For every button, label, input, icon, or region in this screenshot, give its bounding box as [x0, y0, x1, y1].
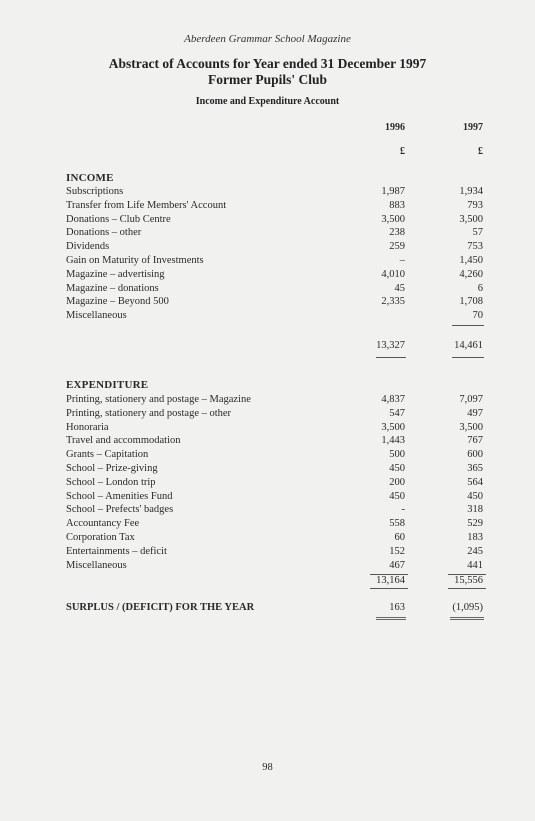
- value-1996: 259: [389, 241, 405, 253]
- row-label: Miscellaneous: [66, 310, 127, 322]
- row-label: Magazine – advertising: [66, 268, 165, 280]
- income-total-rule-1996: [376, 357, 406, 358]
- table-row: [0, 185, 535, 199]
- value-1996: 60: [394, 531, 405, 543]
- value-1996: 2,335: [381, 296, 405, 308]
- table-row: [0, 240, 535, 254]
- row-label: School – Amenities Fund: [66, 490, 173, 502]
- expenditure-total-rule-1996: [370, 588, 408, 589]
- value-1996: 238: [389, 227, 405, 239]
- value-1997: 450: [467, 490, 483, 502]
- value-1997: 1,934: [459, 186, 483, 197]
- income-total-1996: 13,327: [376, 340, 405, 351]
- value-1996: 450: [389, 490, 405, 502]
- value-1996: 467: [389, 559, 405, 571]
- value-1997: 365: [467, 462, 483, 474]
- row-label: Dividends: [66, 241, 110, 253]
- expenditure-total-1997: 15,556: [454, 575, 483, 586]
- page-title: [0, 56, 535, 88]
- row-label: Entertainments – deficit: [66, 545, 167, 557]
- row-label: Donations – other: [66, 227, 142, 239]
- row-label: Magazine – donations: [66, 282, 159, 294]
- income-heading: INCOME: [66, 172, 114, 184]
- income-rows: [0, 185, 535, 323]
- surplus-label: SURPLUS / (DEFICIT) FOR THE YEAR: [66, 602, 255, 613]
- row-label: Miscellaneous: [66, 559, 127, 571]
- value-1996: 558: [389, 518, 405, 530]
- value-1996: 547: [389, 407, 405, 419]
- row-label: Printing, stationery and postage – other: [66, 407, 232, 419]
- title-line-2: Former Pupils' Club: [207, 72, 327, 87]
- value-1996: 1,443: [381, 435, 405, 447]
- page-number: 98: [262, 762, 273, 773]
- row-label: Travel and accommodation: [66, 435, 181, 447]
- currency-1996: £: [400, 146, 405, 157]
- row-label: Printing, stationery and postage – Magazine: [66, 394, 251, 405]
- value-1997: 7,097: [459, 394, 483, 405]
- value-1997: 753: [467, 241, 483, 253]
- value-1997: 4,260: [459, 268, 483, 280]
- value-1997: 6: [477, 282, 483, 294]
- table-row: [0, 559, 535, 573]
- table-row: [0, 531, 535, 545]
- value-1997: 497: [467, 407, 483, 419]
- table-row: [0, 421, 535, 435]
- table-row: [0, 407, 535, 421]
- row-label: Subscriptions: [66, 186, 124, 197]
- row-label: School – London trip: [66, 476, 156, 488]
- value-1997: 245: [467, 545, 483, 557]
- value-1997: 767: [467, 435, 483, 447]
- value-1996: 500: [389, 449, 405, 461]
- value-1996: 883: [389, 199, 405, 211]
- value-1996: 152: [389, 545, 405, 557]
- row-label: Accountancy Fee: [66, 518, 140, 530]
- value-1997: 183: [467, 531, 483, 543]
- value-1997: 70: [472, 310, 483, 322]
- surplus-1997: (1,095): [452, 602, 483, 613]
- value-1996: 4,010: [381, 268, 405, 280]
- income-subtotal-rule: [452, 325, 484, 326]
- value-1997: 564: [467, 476, 483, 488]
- value-1997: 1,708: [459, 296, 483, 308]
- surplus-1996: 163: [389, 602, 405, 613]
- value-1996: 450: [389, 462, 405, 474]
- value-1996: 3,500: [381, 421, 405, 433]
- row-label: Honoraria: [66, 421, 109, 433]
- column-header-1997: 1997: [463, 122, 483, 133]
- value-1996: 4,837: [381, 394, 405, 405]
- surplus-double-rule-1996: [376, 617, 406, 620]
- table-row: [0, 254, 535, 268]
- row-label: Gain on Maturity of Investments: [66, 254, 204, 266]
- table-row: [0, 545, 535, 559]
- surplus-double-rule-1997: [450, 617, 484, 620]
- value-1996: -: [401, 504, 405, 516]
- currency-1997: £: [478, 146, 483, 157]
- row-label: School – Prefects' badges: [66, 504, 174, 516]
- table-row: [0, 213, 535, 227]
- income-total-rule-1997: [452, 357, 484, 358]
- value-1997: 3,500: [459, 421, 483, 433]
- row-label: Grants – Capitation: [66, 449, 149, 461]
- title-line-1: Abstract of Accounts for Year ended 31 December 1997: [108, 56, 427, 71]
- row-label: Magazine – Beyond 500: [66, 296, 169, 308]
- value-1997: 318: [467, 504, 483, 516]
- value-1997: 1,450: [459, 254, 483, 266]
- table-row: [0, 393, 535, 407]
- column-header-1996: 1996: [385, 122, 405, 133]
- value-1997: 57: [472, 227, 483, 239]
- table-row: [0, 476, 535, 490]
- table-row: [0, 199, 535, 213]
- running-head: Aberdeen Grammar School Magazine: [184, 33, 351, 45]
- value-1996: –: [399, 254, 405, 266]
- value-1996: 200: [389, 476, 405, 488]
- value-1996: 1,987: [381, 186, 405, 197]
- value-1997: 793: [467, 199, 483, 211]
- expenditure-total-1996: 13,164: [376, 575, 405, 586]
- table-row: [0, 295, 535, 309]
- value-1997: 441: [467, 559, 483, 571]
- table-row: [0, 462, 535, 476]
- value-1997: 3,500: [459, 213, 483, 225]
- row-label: Transfer from Life Members' Account: [66, 199, 227, 211]
- table-row: [0, 226, 535, 240]
- table-row: [0, 517, 535, 531]
- expenditure-rows: [0, 393, 535, 572]
- table-row: [0, 448, 535, 462]
- table-row: [0, 434, 535, 448]
- table-row: [0, 490, 535, 504]
- table-row: [0, 503, 535, 517]
- table-row: [0, 268, 535, 282]
- expenditure-total-rule-1997: [448, 588, 486, 589]
- value-1996: 45: [394, 282, 405, 294]
- row-label: Corporation Tax: [66, 531, 135, 543]
- expenditure-heading: EXPENDITURE: [66, 379, 149, 391]
- table-row: [0, 282, 535, 296]
- row-label: Donations – Club Centre: [66, 213, 171, 225]
- value-1997: 600: [467, 449, 483, 461]
- account-subtitle: Income and Expenditure Account: [195, 96, 340, 107]
- value-1996: 3,500: [381, 213, 405, 225]
- table-row: [0, 309, 535, 323]
- row-label: School – Prize-giving: [66, 462, 158, 474]
- value-1997: 529: [467, 518, 483, 530]
- income-total-1997: 14,461: [454, 340, 483, 351]
